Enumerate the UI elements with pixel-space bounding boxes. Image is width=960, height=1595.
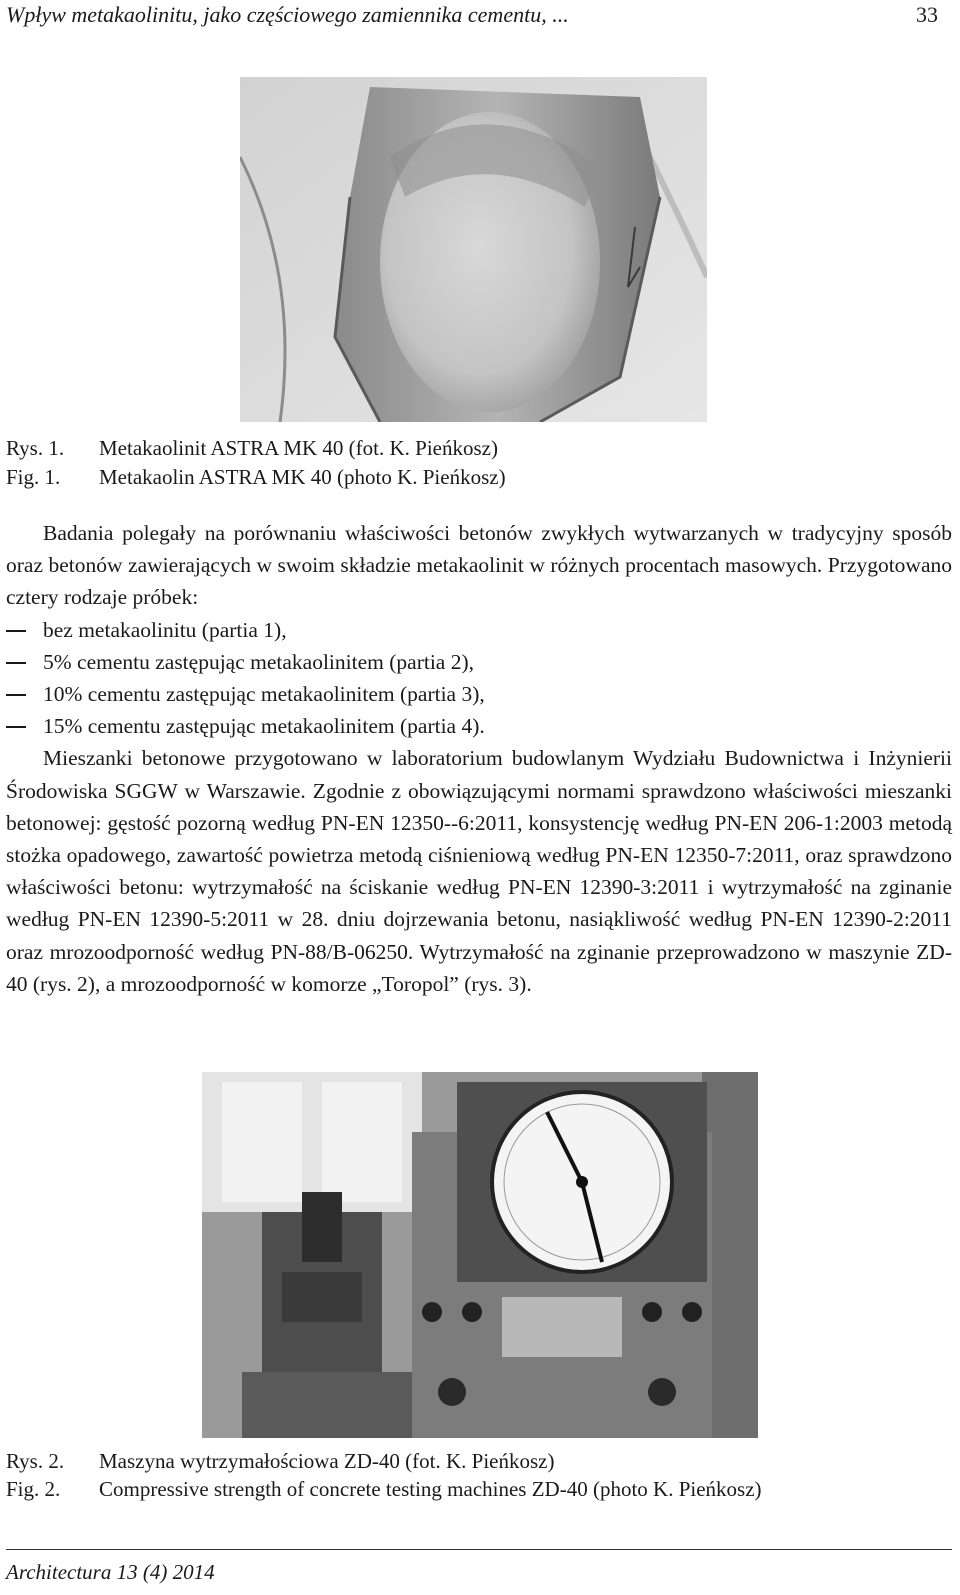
- dash-bullet: [6, 694, 26, 696]
- figure-1-caption-pl: Metakaolinit ASTRA MK 40 (fot. K. Pieńkosz): [99, 436, 498, 460]
- journal-footer: Architectura 13 (4) 2014: [6, 1560, 215, 1584]
- figure-2-photo: [202, 1072, 758, 1438]
- figure-2-label-pl: Rys. 2.: [6, 1449, 65, 1473]
- dash-bullet: [6, 630, 26, 632]
- list-item: [6, 646, 952, 678]
- list-item-text: 15% cementu zastępując metakaolinitem (partia 4).: [43, 714, 485, 739]
- running-title: Wpływ metakaolinitu, jako częściowego zamiennika cementu, ...: [6, 2, 569, 27]
- figure-2-caption-en: Compressive strength of concrete testing machines ZD-40 (photo K. Pieńkosz): [99, 1477, 762, 1501]
- dash-bullet: [6, 662, 26, 664]
- list-item-text: 10% cementu zastępując metakaolinitem (partia 3),: [43, 682, 485, 707]
- dash-bullet: [6, 726, 26, 728]
- figure-1-photo: [240, 77, 707, 422]
- list-item-text: bez metakaolinitu (partia 1),: [43, 617, 287, 642]
- list-item: [6, 678, 952, 710]
- page-number: 33: [916, 2, 938, 27]
- list-item-text: 5% cementu zastępując metakaolinitem (partia 2),: [43, 649, 475, 674]
- figure-2-label-en: Fig. 2.: [6, 1477, 61, 1501]
- paragraph-1: Badania polegały na porównaniu właściwości betonów zwykłych wytwarzanych w tradycyjny sposób oraz betonów zawierających w swoim składzie metakaolinit w różnych procentach masowych. Przygotowano cztery rodzaje próbek:: [6, 521, 952, 610]
- footer-rule: [6, 1549, 952, 1550]
- paragraph-2: Mieszanki betonowe przygotowano w laboratorium budowlanym Wydziału Budownictwa i Inżynierii Środowiska SGGW w Warszawie. Zgodnie z obowiązującymi normami sprawdzono właściwości mieszanki betonowej: gęstość pozorną według PN-EN 12350--6:2011, konsystencję według PN-EN 206-1:2003 metodą stożka opadowego, zawartość powietrza metodą ciśnieniową według PN-EN 12350-7:2011, oraz sprawdzono właściwości betonu: wytrzymałość na ściskanie według PN-EN 12390-3:2011 i wytrzymałość na zginanie według PN-EN 12390-5:2011 w 28. dniu dojrzewania betonu, nasiąkliwość według PN-EN 12390-2:2011 oraz mrozoodporność według PN-88/B-06250. Wytrzymałość na zginanie przeprowadzono w maszynie ZD-40 (rys. 2), a mrozoodporność w komorze „Toropol” (rys. 3).: [6, 746, 952, 996]
- figure-2-caption-pl: Maszyna wytrzymałościowa ZD-40 (fot. K. Pieńkosz): [99, 1449, 555, 1473]
- figure-1-caption-en: Metakaolin ASTRA MK 40 (photo K. Pieńkosz): [99, 465, 506, 489]
- figure-1-label-en: Fig. 1.: [6, 465, 61, 489]
- sample-list: [6, 614, 952, 743]
- figure-1-label-pl: Rys. 1.: [6, 436, 65, 460]
- list-item: [6, 614, 952, 646]
- list-item: [6, 710, 952, 742]
- body-text: [6, 517, 952, 1000]
